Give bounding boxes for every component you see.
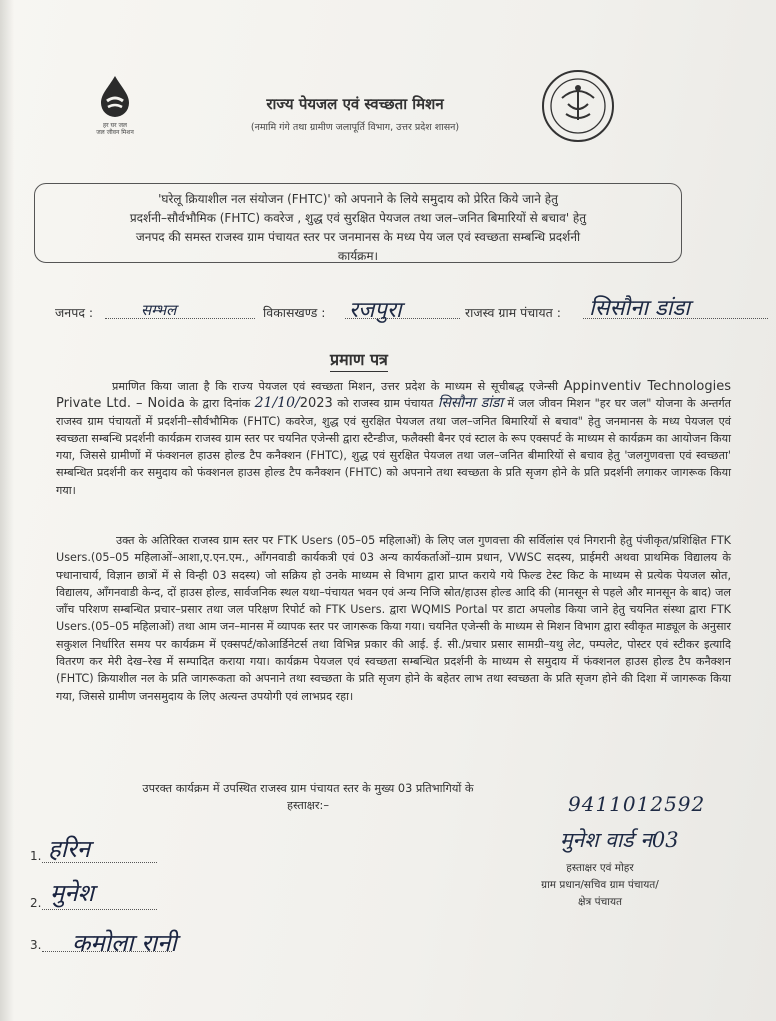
program-line-1: 'घरेलू क्रियाशील नल संयोजन (FHTC)' को अपनाने के लिये समुदाय को प्रेरित किये जाने हेतु: [158, 192, 558, 206]
participant-2-signature: मुनेश: [50, 879, 94, 907]
uttar-pradesh-emblem-icon: [540, 68, 616, 144]
para1-text-3: को राजस्व ग्राम पंचायत: [337, 397, 434, 411]
program-date-handwritten: 21/10/: [254, 395, 300, 412]
district-field-line: [105, 318, 255, 319]
participant-2-line: [42, 909, 157, 910]
agency-name: Appinventiv Technologies Private Ltd. – Noida: [56, 379, 731, 412]
district-label: जनपद :: [55, 305, 94, 320]
participant-1-signature: हरिन: [48, 835, 91, 863]
logo-tag-line-1: हर घर जल: [103, 122, 127, 129]
participant-1-number: 1.: [30, 849, 42, 863]
participant-2-number: 2.: [30, 896, 42, 910]
logo-tag-line-2: जल जीवन मिशन: [96, 129, 134, 136]
mission-title: राज्य पेयजल एवं स्वच्छता मिशन: [266, 95, 444, 113]
signer-area-caption: क्षेत्र पंचायत: [577, 896, 623, 908]
signer-handwritten: मुनेश वार्ड न03: [560, 828, 679, 852]
district-value: सम्भल: [141, 301, 177, 319]
participants-intro: [98, 780, 518, 814]
page-edge-shadow: [0, 0, 14, 1021]
department-subtitle: (नमामि गंगे तथा ग्रामीण जलापूर्ति विभाग, उत्तर प्रदेश शासन): [250, 122, 460, 133]
para1-text-1: प्रमाणित किया जाता है कि राज्य पेयजल एवं स्वच्छता मिशन, उत्तर प्रदेश के माध्यम से सूचीबद्ध एजेन्सी: [112, 380, 558, 393]
certificate-paragraph-2: [56, 532, 731, 705]
program-line-2: प्रदर्शनी–सौर्वभौमिक (FHTC) कवरेज , शुद्ध एवं सुरक्षित पेयजल तथा जल–जनित बिमारियों से बचाव' हेतु: [129, 211, 587, 225]
program-line-3: जनपद की समस्त राजस्व ग्राम पंचायत स्तर पर जनमानस के मध्य पेय जल एवं स्वच्छता सम्बन्धि प्रदर्शनी: [135, 230, 581, 244]
block-value: रजपुरा: [349, 298, 402, 323]
panchayat-handwritten: सिसौना डांडा: [437, 395, 503, 412]
para1-text-4: में जल जीवन मिशन "हर घर जल" योजना के अन्तर्गत राजस्व ग्राम पंचायतों में प्रदर्शनी–सौर्वभौमिक (FHTC) कवरेज, शुद्ध एवं सुरक्षित पेयजल तथा जल–जनित बिमारियों से बचाव" हेतु जनमानस के मध्य पेयजल एवं स्वच्छता सम्बन्धि प्रदर्शनी कार्यक्रम राजस्व ग्राम स्तर पर चयनित एजेन्सी द्वारा स्टैन्डीज, फलैक्सी बैनर एवं स्टाल के रूप एक्सपर्ट के माध्यम से कार्यक्रम का आयोजन किया गया, जिससे ग्रामीणों में फंक्शनल हाउस होल्ड टैप कनैक्शन (FHTC), शुद्ध एवं सुरक्षित पेयजल तथा जल–जनित बीमारियों से बचाव हेतु 'जलगुणवत्ता एवं स्वच्छता' सम्बन्धित प्रदर्शनी कर समुदाय को फंक्शनल हाउस होल्ड टैप कनैक्शन (FHTC) को अपनाने तथा स्वच्छता के प्रति सृजग होने के प्रति प्रदर्शनी लगाकर जागरूक किया गया।: [56, 397, 732, 497]
seal-signature-caption: हस्ताक्षर एवं मोहर: [566, 862, 634, 874]
program-line-4: कार्यक्रम।: [337, 249, 379, 263]
program-description-box: [34, 183, 682, 263]
certificate-paragraph-1: [56, 378, 731, 499]
paragraph-2-body: उक्त के अतिरिक्त राजस्व ग्राम स्तर पर FTK Users (05–05 महिलाओं) के लिए जल गुणवत्ता की सर्विलांस एवं निगरानी हेतु पंजीकृत/प्रशिक्षित FTK Users.(05–05 महिलाओं–आशा,ए.एन.एम., आँगनवाडी कार्यकत्री एवं 03 अन्य कार्यकर्ताओं–ग्राम प्रधान, VWSC सदस्य, प्राईमरी अथवा प्राथमिक विद्यालय के फ्धानाचार्य, विज्ञान छात्रों में से विन्ही 03 सदस्य) जो सक्रिय हो उनके माध्यम से विभाग द्वारा प्राप्त कराये गये फिल्ड टेस्ट किट के माध्यम से प्रत्येक पेयजल स्रोत, विद्यालय, आँगनवाडी केन्द, दों हाउस होल्ड, सार्वजनिक स्थल यथा–पंचायत भवन एवं अन्य निजि स्रोत/हाउस होल्ड आदि की (मानसून से पहले और मानसून के बाद) जल जाँच परिशण सम्बन्धित प्रचार–प्रसार तथा जल परिक्षण रिपोर्ट को FTK Users. द्वारा WQMIS Portal पर डाटा अपलोड किया जाने हेतु चयनित संस्था द्वारा FTK Users.(05–05 महिलाओं) तथा आम जन–मानस में व्यापक स्तर पर जागरूक किया गया। चयनित एजेन्सी के माध्यम से मिशन विभाग द्वारा स्वीकृत माड्यूल के अनुसार सकुशल निर्धारित समय पर कार्यक्रम में एक्सपर्ट/कोआर्डिनेटर्स तथा विभिन्न प्रकार की आई. ई. सी./प्रचार प्रसार सामग्री–यथु लेट, पम्पलेट, पोस्टर एवं स्टीकर इत्यादि वितरण कर मेरी देख–रेख में सम्पादित कराया गया। कार्यक्रम पेयजल एवं स्वच्छता सम्बन्धित प्रदर्शनी के माध्यम से समुदाय में फंक्शनल हाउस होल्ड टैप कनैक्शन (FHTC) क्रियाशील नल के प्रति जागरूकता को अपनाने तथा स्वच्छता के प्रति सृजग होने के बहेतर लाभ तथा स्वच्छता के प्रति सृजग होने की दिशा में जागरूक किया गया, जिससे ग्रामीण जनसमुदाय के लिए अत्यन्त उपयोगी एवं लाभप्रद रहा।: [56, 534, 731, 703]
block-label: विकासखण्ड :: [263, 305, 326, 320]
certificate-title: प्रमाण पत्र: [330, 348, 388, 372]
jal-jeevan-mission-logo: [70, 74, 160, 136]
signer-role-caption: ग्राम प्रधान/सचिव ग्राम पंचायत/: [541, 879, 659, 891]
water-drop-icon: [96, 74, 134, 118]
participants-intro-line-1: उपरक्त कार्यक्रम में उपस्थित राजस्व ग्राम पंचायत स्तर के मुख्य 03 प्रतिभागियों के: [142, 782, 474, 795]
program-date-year: 2023: [299, 396, 333, 412]
participant-3-signature: कमोला रानी: [72, 929, 177, 957]
phone-number-handwritten: 9411012592: [568, 792, 706, 816]
panchayat-value: सिसौना डांडा: [589, 296, 690, 321]
para1-text-2: के द्वारा दिनांक: [189, 397, 251, 411]
participant-3-number: 3.: [30, 938, 42, 952]
panchayat-label: राजस्व ग्राम पंचायत :: [465, 305, 561, 320]
paragraph-1-body: [56, 378, 731, 499]
participants-intro-line-2: हस्ताक्षर:–: [287, 799, 329, 812]
